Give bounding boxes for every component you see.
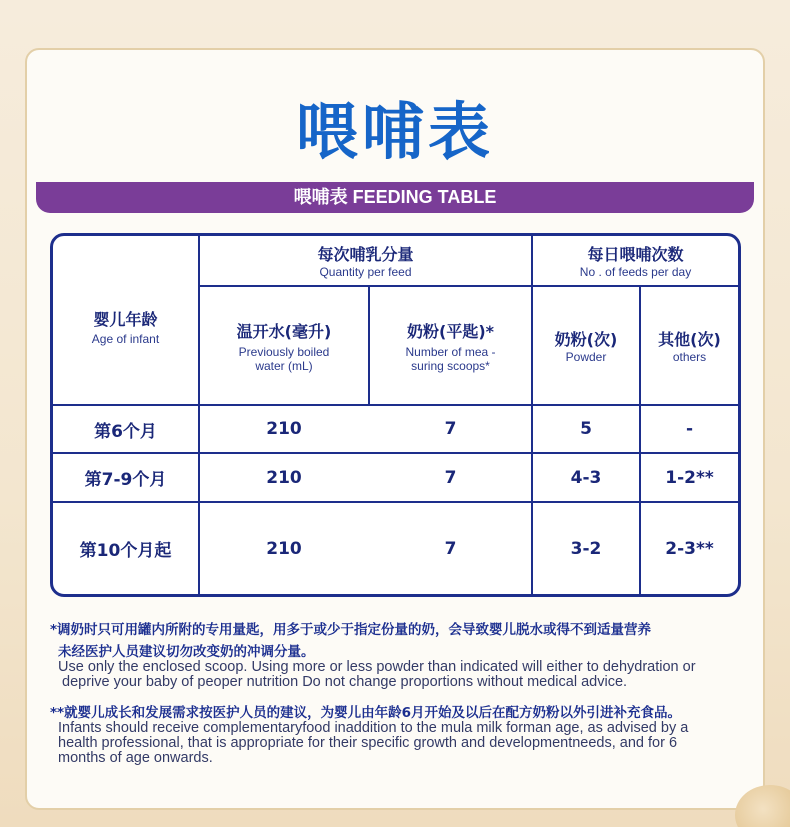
footnote-2-en-line3: months of age onwards.: [58, 750, 213, 766]
row-scoops: 7: [444, 467, 457, 488]
header-powder-cn: 奶粉(次): [554, 330, 618, 349]
header-water: [200, 287, 368, 404]
footnote-1-en-line2: deprive your baby of peoper nutrition Do not change proportions without medical advice.: [62, 674, 628, 690]
header-water-cn: 温开水(毫升): [236, 321, 332, 341]
table-row-age: [53, 454, 198, 501]
row-others: 1-2**: [665, 467, 714, 488]
section-banner: 喂哺表 FEEDING TABLE: [36, 182, 754, 213]
row-others: -: [685, 419, 694, 439]
table-row-others: [641, 406, 738, 452]
row-others: 2-3**: [665, 538, 714, 559]
header-age-cn: 婴儿年龄: [93, 310, 158, 329]
header-water-en2: water (mL): [255, 358, 313, 373]
table-row-age: [53, 503, 198, 594]
row-age: 第7-9个月: [84, 470, 167, 490]
row-age: 第6个月: [94, 421, 157, 442]
header-powder: [533, 287, 639, 404]
footnote-1-cn-line1: *调奶时只可用罐内所附的专用量匙，用多于或少于指定份量的奶，会导致婴儿脱水或得不到适量营养: [50, 622, 652, 638]
table-row-scoops: [370, 406, 531, 452]
row-water: 210: [266, 538, 302, 559]
table-row-water: [200, 503, 368, 594]
table-row-powder: [533, 406, 639, 452]
header-quantity-en: Quantity per feed: [319, 265, 412, 279]
header-water-en1: Previously boiled: [238, 344, 330, 359]
row-scoops: 7: [444, 538, 457, 559]
footnote-1-cn-line2: 未经医护人员建议切勿改变奶的冲调分量。: [58, 644, 315, 660]
header-others-en: others: [672, 350, 707, 364]
header-scoops-cn: 奶粉(平匙)*: [407, 321, 494, 341]
table-row-powder: [533, 503, 639, 594]
table-row-scoops: [370, 454, 531, 501]
feeding-table: [50, 233, 741, 597]
footnote-2-en-line1: Infants should receive complementaryfood inaddition to the mula milk forman age, as advised by a: [58, 720, 689, 736]
footnote-1-en-line1: Use only the enclosed scoop. Using more or less powder than indicated will either to dehydration or: [58, 659, 696, 675]
footnote-2-en-line2: health professional, that is appropriate for their specific growth and developmentneeds, and for 6: [58, 735, 678, 751]
footnote-2-cn: **就婴儿成长和发展需求按医护人员的建议，为婴儿由年龄6月开始及以后在配方奶粉以外引进补充食品。: [50, 705, 682, 721]
table-row-powder: [533, 454, 639, 501]
table-row-scoops: [370, 503, 531, 594]
row-age: 第10个月起: [79, 541, 172, 561]
header-quantity-cn: 每次哺乳分量: [317, 245, 414, 264]
table-row-water: [200, 454, 368, 501]
table-row-age: [53, 406, 198, 452]
header-feeds-en: No . of feeds per day: [579, 265, 692, 279]
row-powder: 5: [580, 419, 592, 439]
header-quantity: [200, 236, 531, 285]
row-water: 210: [266, 419, 302, 439]
header-feeds: [533, 236, 738, 285]
header-scoops-en1: Number of mea -: [405, 344, 496, 359]
table-row-others: [641, 503, 738, 594]
row-powder: 3-2: [570, 538, 602, 559]
header-feeds-cn: 每日喂哺次数: [587, 245, 684, 264]
page-title: 喂哺表: [295, 95, 494, 168]
table-row-others: [641, 454, 738, 501]
header-age-en: Age of infant: [91, 332, 160, 346]
header-scoops-en2: suring scoops*: [411, 358, 490, 373]
header-others-cn: 其他(次): [658, 330, 721, 349]
header-powder-en: Powder: [565, 350, 607, 364]
row-scoops: 7: [444, 419, 457, 439]
header-age: [53, 236, 198, 404]
row-powder: 4-3: [570, 467, 602, 488]
row-water: 210: [266, 467, 302, 488]
table-row-water: [200, 406, 368, 452]
header-scoops: [370, 287, 531, 404]
header-others: [641, 287, 738, 404]
